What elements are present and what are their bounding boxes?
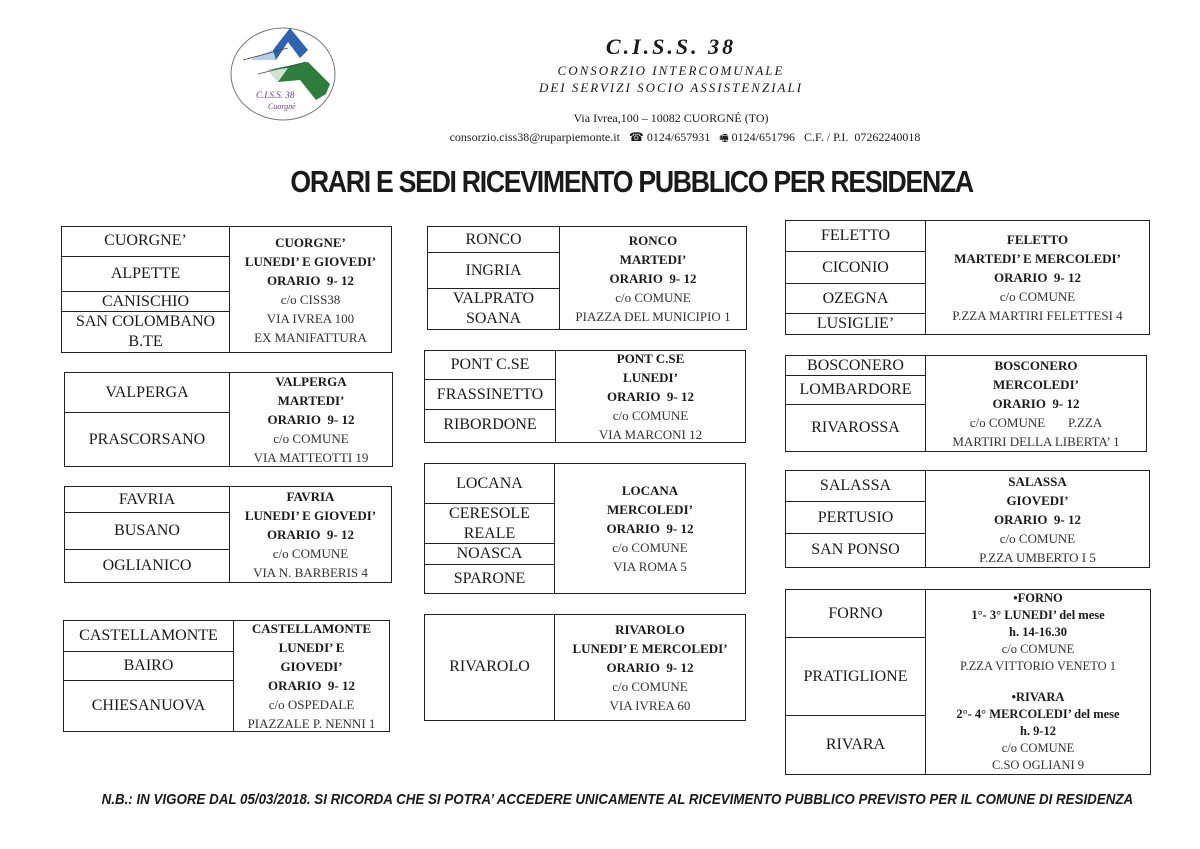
town-cell: RIVAROSSA	[811, 418, 900, 436]
org-title: C.I.S.S. 38	[605, 34, 737, 59]
schedule-heading-line: MARTEDI’	[277, 393, 345, 408]
schedule-location-line: c/o COMUNE	[1001, 741, 1075, 755]
schedule-heading-line: ORARIO 9- 12	[266, 527, 355, 542]
schedule-table-castellamonte	[63, 620, 390, 732]
org-address: Via Ivrea,100 – 10082 CUORGNÉ (TO)	[573, 111, 769, 125]
schedule-heading-line: FAVRIA	[286, 489, 335, 504]
org-subtitle-line2: DEI SERVIZI SOCIO ASSISTENZIALI	[538, 80, 804, 95]
schedule-heading-line: h. 9-12	[1019, 724, 1057, 738]
town-cell: OZEGNA	[786, 284, 925, 314]
schedule-table-rivarolo	[424, 614, 746, 721]
schedule-location-line: VIA IVREA 100	[266, 310, 355, 326]
schedule-location-line: EX MANIFATTURA	[254, 329, 367, 345]
schedule-location-line: c/o COMUNE	[272, 546, 349, 561]
tax-code: C.F. / P.I. 07262240018	[804, 130, 921, 144]
town-cell: BOSCONERO	[786, 356, 925, 376]
schedule-heading-line: PONT C.SE	[616, 351, 685, 366]
schedule-heading-line: •FORNO	[1013, 591, 1063, 605]
schedule-heading-line: VALPERGA	[275, 374, 347, 389]
schedule-heading-line: ORARIO 9- 12	[609, 270, 697, 286]
town-cell: CERESOLE REALE	[425, 504, 554, 544]
schedule-heading-line: GIOVEDI’	[280, 659, 343, 674]
town-cell: CUORGNE’	[62, 227, 229, 257]
town-cell: SALASSA	[786, 471, 925, 502]
schedule-heading-line: MARTEDI’ E MERCOLEDI’	[954, 251, 1121, 266]
page-title: ORARI E SEDI RICEVIMENTO PUBBLICO PER RESIDENZA	[290, 164, 973, 199]
schedule-heading-line: 1°- 3° LUNEDI’ del mese	[971, 608, 1105, 622]
fax-icon: 🖷	[719, 133, 729, 144]
schedule-location-line: C.SO OGLIANI 9	[991, 758, 1084, 772]
schedule-table-pont	[424, 350, 746, 443]
schedule-location-line: c/o COMUNE	[273, 431, 349, 446]
schedule-location-line: c/o COMUNE	[612, 540, 688, 555]
schedule-location-line: c/o COMUNE	[612, 679, 688, 694]
town-cell: LOMBARDORE	[786, 376, 925, 405]
schedule-heading-line: LUNEDI’ E GIOVEDI’	[244, 508, 377, 523]
ciss38-logo	[228, 22, 338, 122]
schedule-location-line: c/o COMUNE	[615, 289, 691, 305]
schedule-location-line: MARTIRI DELLA LIBERTA’ 1	[952, 434, 1120, 449]
logo-text-line2: Cuorgnè	[268, 102, 296, 111]
org-contacts	[420, 130, 950, 148]
schedule-heading-line: ORARIO 9- 12	[606, 660, 694, 675]
footer-note: N.B.: IN VIGORE DAL 05/03/2018. SI RICORDA CHE SI POTRA’ ACCEDERE UNICAMENTE AL RICEVIMENTO PUBBLICO PREVISTO PER IL COMUNE DI RESIDENZA	[101, 791, 1134, 808]
phone-number: 0124/657931	[646, 130, 711, 144]
schedule-table-cuorgne	[61, 226, 392, 353]
schedule-location-line: c/o COMUNE	[999, 289, 1076, 304]
town-cell: RIBORDONE	[443, 416, 537, 433]
schedule-location-line: c/o CISS38	[280, 291, 341, 307]
schedule-location-line: c/o COMUNE P.ZZA	[969, 415, 1103, 430]
schedule-table-salassa	[785, 470, 1150, 568]
schedule-heading-line: ORARIO 9- 12	[993, 511, 1082, 527]
schedule-heading-line: CASTELLAMONTE	[251, 621, 372, 636]
phone-icon: ☎	[628, 130, 644, 144]
schedule-heading-line: CUORGNE’	[275, 234, 346, 250]
schedule-heading-line: MERCOLEDI’	[993, 377, 1079, 392]
schedule-heading-line: 2°- 4° MERCOLEDI’ del mese	[956, 707, 1120, 721]
schedule-heading-line: ORARIO 9- 12	[266, 272, 355, 288]
town-cell: SPARONE	[453, 569, 526, 587]
town-cell: FORNO	[786, 590, 925, 638]
schedule-location-line: VIA IVREA 60	[609, 698, 691, 713]
town-cell: CASTELLAMONTE	[64, 621, 233, 652]
schedule-table-bosconero	[785, 355, 1147, 452]
schedule-location-line: P.ZZA VITTORIO VENETO 1	[959, 659, 1117, 673]
schedule-location-line: c/o COMUNE	[999, 530, 1076, 546]
schedule-location-line: PIAZZA DEL MUNICIPIO 1	[575, 308, 731, 324]
logo-mountain-icon	[228, 22, 338, 122]
schedule-heading-line: MERCOLEDI’	[607, 502, 693, 517]
town-cell: ALPETTE	[62, 257, 229, 292]
schedule-table-feletto	[785, 220, 1150, 335]
town-cell: RIVAROLO	[449, 658, 530, 675]
schedule-heading-line: FELETTO	[1006, 232, 1069, 247]
fax-number: 0124/651796	[731, 130, 796, 144]
town-cell: RIVARA	[825, 735, 886, 753]
schedule-location-line: c/o COMUNE	[1001, 642, 1075, 656]
schedule-table-favria	[64, 486, 392, 583]
org-subtitle-line1: CONSORZIO INTERCOMUNALE	[557, 63, 785, 78]
town-cell: FELETTO	[786, 221, 925, 252]
schedule-location-line: VIA N. BARBERIS 4	[253, 565, 368, 580]
schedule-heading-line: ORARIO 9- 12	[606, 521, 694, 536]
town-cell: NOASCA	[425, 544, 554, 565]
schedule-location-line: PIAZZALE P. NENNI 1	[247, 716, 376, 731]
schedule-location-line: VIA MARCONI 12	[598, 427, 703, 442]
schedule-heading-line: h. 14-16.30	[1009, 625, 1067, 639]
schedule-heading-line: BOSCONERO	[994, 358, 1078, 373]
schedule-heading-line: LUNEDI’ E	[278, 640, 345, 655]
schedule-location-line: c/o OSPEDALE	[268, 697, 355, 712]
schedule-heading-line: SALASSA	[1008, 473, 1067, 489]
town-cell: INGRIA	[428, 253, 559, 289]
town-cell: RONCO	[428, 227, 559, 253]
town-cell: CANISCHIO	[62, 292, 229, 312]
town-cell: CICONIO	[786, 252, 925, 284]
schedule-table-ronco	[427, 226, 747, 330]
town-cell: PERTUSIO	[786, 502, 925, 534]
schedule-table-locana	[424, 463, 746, 594]
schedule-heading-line: LUNEDI’	[623, 370, 678, 385]
town-cell: LUSIGLIE’	[816, 314, 895, 332]
schedule-heading-line: ORARIO 9- 12	[267, 412, 355, 427]
town-cell: CHIESANUOVA	[91, 696, 206, 714]
schedule-heading-line: LUNEDI’ E GIOVEDI’	[244, 253, 377, 269]
town-cell: VALPRATO SOANA	[452, 290, 535, 327]
town-cell: FAVRIA	[65, 487, 229, 513]
schedule-heading-line: RIVAROLO	[615, 622, 685, 637]
schedule-heading-line: LOCANA	[621, 483, 679, 498]
schedule-location-line: VIA MATTEOTTI 19	[253, 450, 369, 465]
town-cell: PRATIGLIONE	[786, 638, 925, 716]
town-cell: BAIRO	[64, 652, 233, 681]
logo-text-line1: C.I.S.S. 38	[256, 90, 295, 100]
schedule-heading-line: •RIVARA	[1011, 690, 1065, 704]
schedule-heading-line: RONCO	[628, 232, 678, 248]
schedule-heading-line: LUNEDI’ E MERCOLEDI’	[572, 641, 728, 656]
town-cell: OGLIANICO	[102, 557, 192, 574]
schedule-table-valperga	[64, 372, 393, 467]
schedule-heading-line: ORARIO 9- 12	[606, 389, 695, 404]
schedule-heading-line: ORARIO 9- 12	[992, 396, 1080, 411]
schedule-heading-line: ORARIO 9- 12	[993, 270, 1082, 285]
schedule-heading-line: MARTEDI’	[619, 251, 687, 267]
town-cell: BUSANO	[65, 513, 229, 550]
schedule-location-line: VIA ROMA 5	[613, 559, 687, 574]
town-cell: LOCANA	[425, 464, 554, 504]
schedule-location-line: P.ZZA UMBERTO I 5	[979, 549, 1096, 565]
town-cell: SAN COLOMBANO B.TE	[75, 313, 216, 350]
email-link[interactable]: consorzio.ciss38@ruparpiemonte.it	[449, 130, 620, 144]
schedule-location-line: c/o COMUNE	[612, 408, 689, 423]
town-cell: PRASCORSANO	[88, 430, 206, 448]
schedule-location-line: P.ZZA MARTIRI FELETTESI 4	[952, 308, 1123, 323]
schedule-heading-line: ORARIO 9- 12	[267, 678, 356, 693]
town-cell: PONT C.SE	[425, 351, 555, 380]
schedule-table-forno	[785, 589, 1151, 775]
town-cell: FRASSINETTO	[425, 380, 555, 410]
town-cell: VALPERGA	[65, 373, 229, 413]
town-cell: SAN PONSO	[811, 541, 900, 558]
schedule-heading-line: GIOVEDI’	[1006, 492, 1069, 508]
